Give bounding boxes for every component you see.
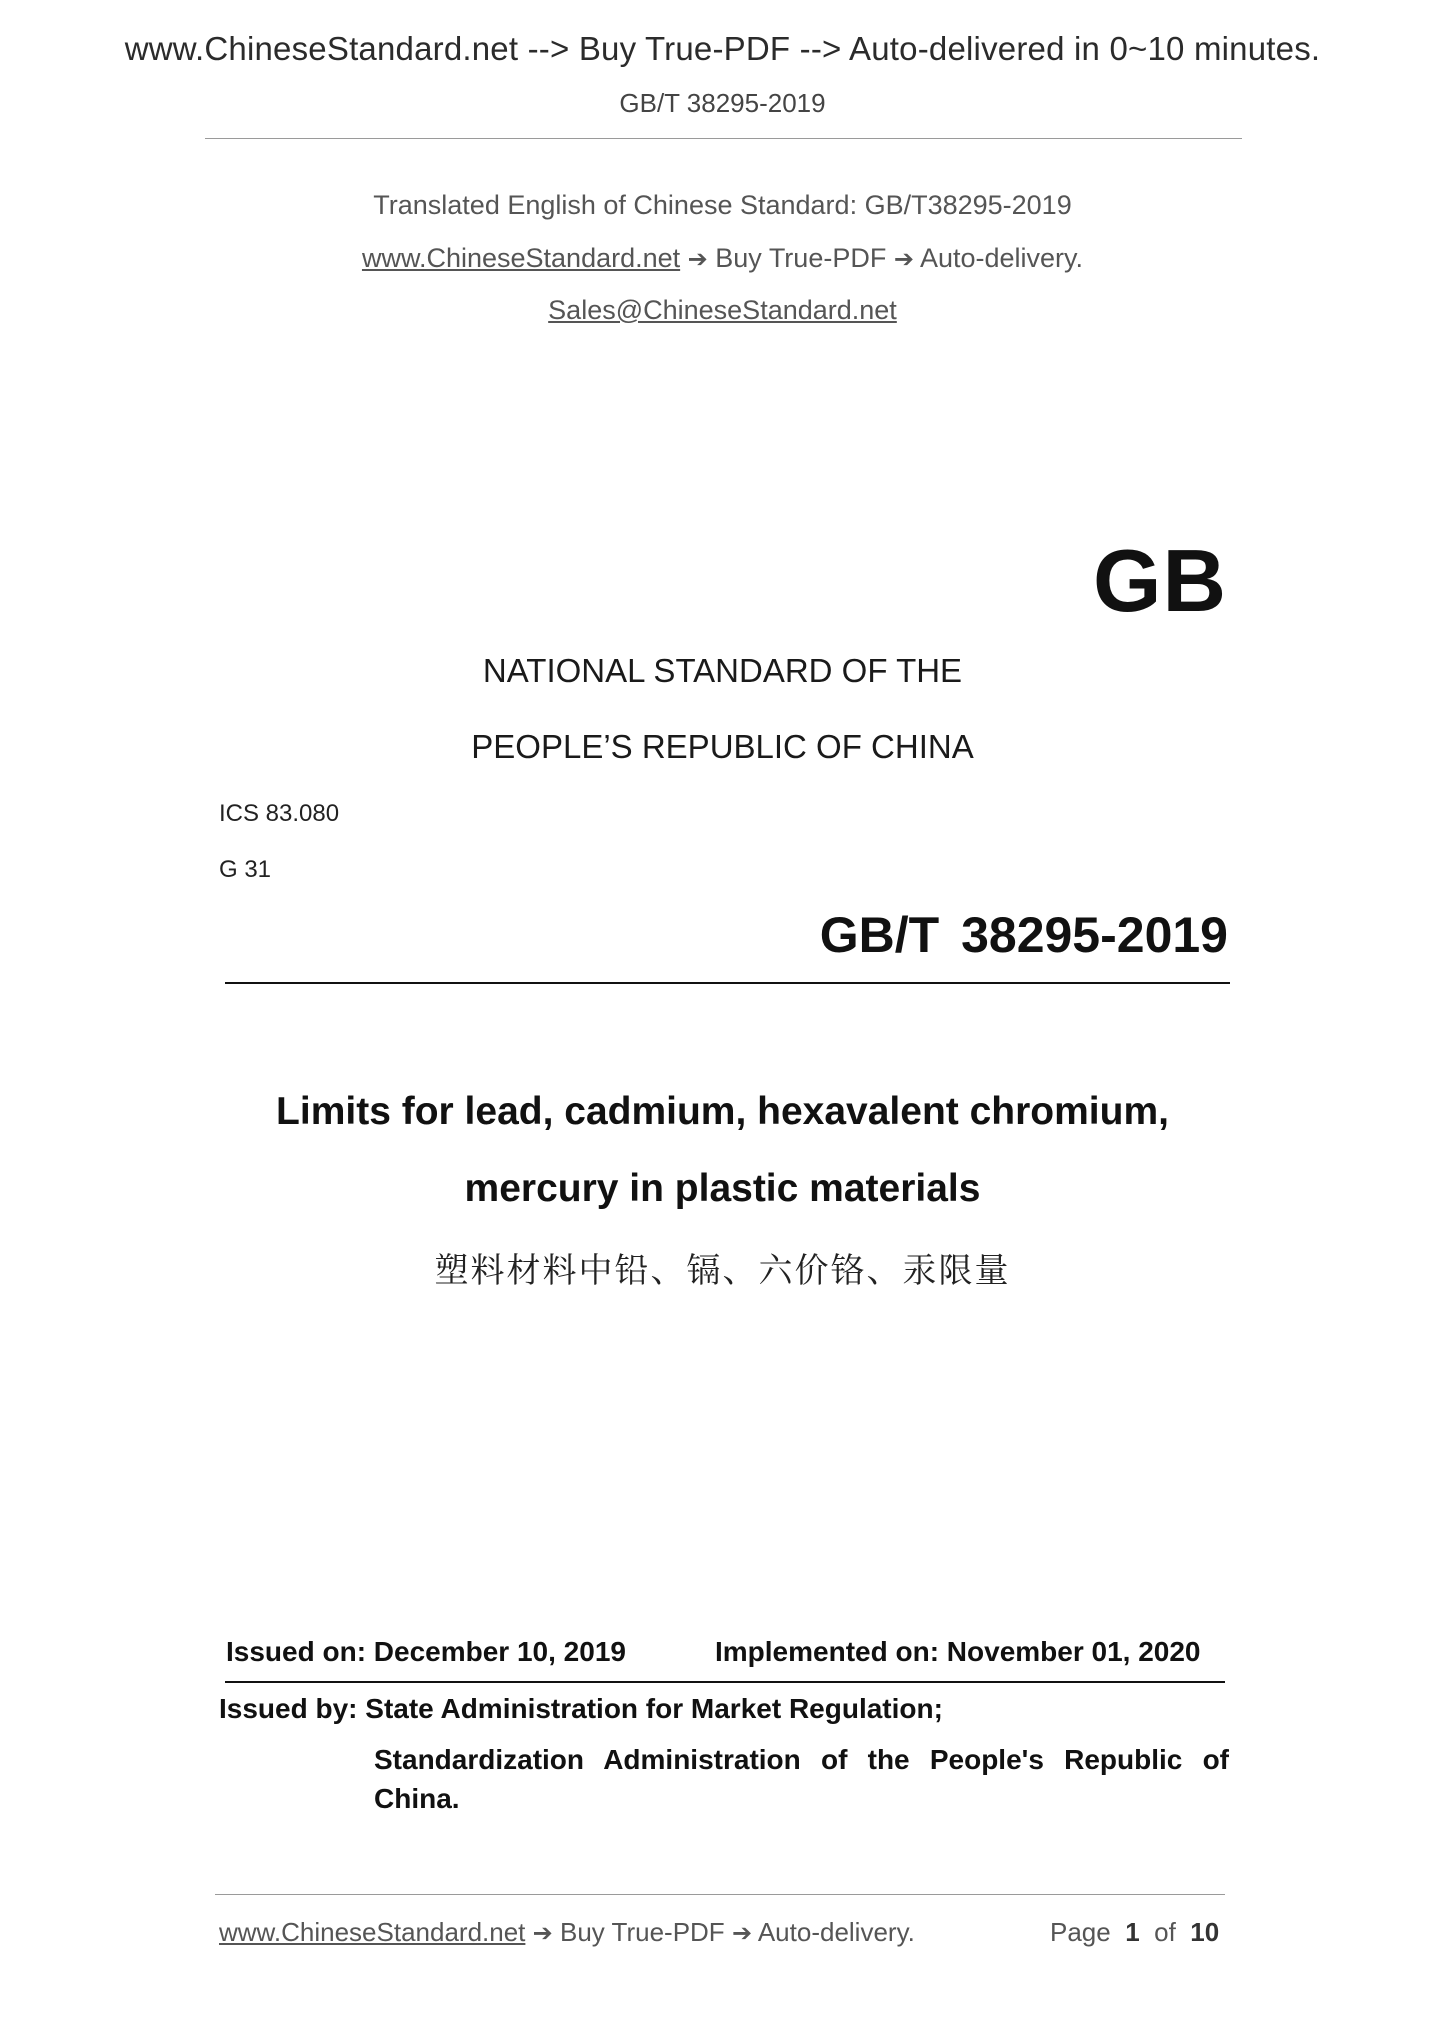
header-divider: [205, 138, 1242, 139]
page-of: of: [1154, 1917, 1176, 1947]
sales-email-link[interactable]: Sales@ChineseStandard.net: [548, 295, 897, 325]
issued-on-date: Issued on: December 10, 2019: [226, 1636, 626, 1667]
page-label: Page: [1050, 1917, 1111, 1947]
arrow-right-icon: ➔: [731, 1919, 753, 1947]
g-classification-code: G 31: [219, 856, 272, 883]
footer-links: [219, 1917, 915, 1948]
issued-by-second-authority: Standardization Administration of the People's Republic of China.: [374, 1744, 1229, 1814]
translation-note: Translated English of Chinese Standard: GB/T38295-2019: [373, 190, 1072, 220]
page-current: 1: [1125, 1917, 1140, 1947]
gb-mark: GB: [1093, 531, 1227, 630]
issue-rule: [225, 1681, 1225, 1683]
standard-number: GB/T 38295-2019: [819, 907, 1228, 963]
page-total: 10: [1190, 1917, 1220, 1947]
purchase-links-line: [0, 243, 1445, 274]
arrow-right-icon: ➔: [893, 245, 914, 273]
national-standard-line-2: PEOPLE’S REPUBLIC OF CHINA: [471, 728, 974, 765]
implemented-on-date: Implemented on: November 01, 2020: [715, 1636, 1201, 1667]
top-banner: www.ChineseStandard.net --> Buy True-PDF --> Auto-delivered in 0~10 minutes.: [124, 30, 1321, 67]
sales-email-line: [0, 295, 1445, 326]
footer-site-link[interactable]: www.ChineseStandard.net: [219, 1917, 526, 1947]
footer-buy-text: Buy True-PDF: [559, 1917, 725, 1947]
ics-code: ICS 83.080: [219, 800, 340, 827]
arrow-right-icon: ➔: [687, 245, 708, 273]
standard-number-rule: [225, 982, 1230, 984]
arrow-right-icon: ➔: [532, 1919, 553, 1947]
footer-divider: [215, 1894, 1225, 1895]
header-standard-code: GB/T 38295-2019: [619, 88, 826, 118]
site-link[interactable]: www.ChineseStandard.net: [361, 243, 681, 273]
issued-by: Issued by: State Administration for Market Regulation;: [219, 1693, 943, 1724]
title-line-2: mercury in plastic materials: [464, 1167, 981, 1210]
title-line-1: Limits for lead, cadmium, hexavalent chromium,: [276, 1090, 1169, 1133]
page-indicator: [1050, 1917, 1219, 1948]
auto-delivery-text: Auto-delivery.: [919, 243, 1084, 273]
title-chinese: 塑料材料中铅、镉、六价铬、汞限量: [434, 1251, 1011, 1291]
footer-delivery-text: Auto-delivery.: [757, 1917, 915, 1947]
buy-true-pdf-text: Buy True-PDF: [715, 243, 887, 273]
national-standard-line-1: NATIONAL STANDARD OF THE: [482, 652, 963, 689]
